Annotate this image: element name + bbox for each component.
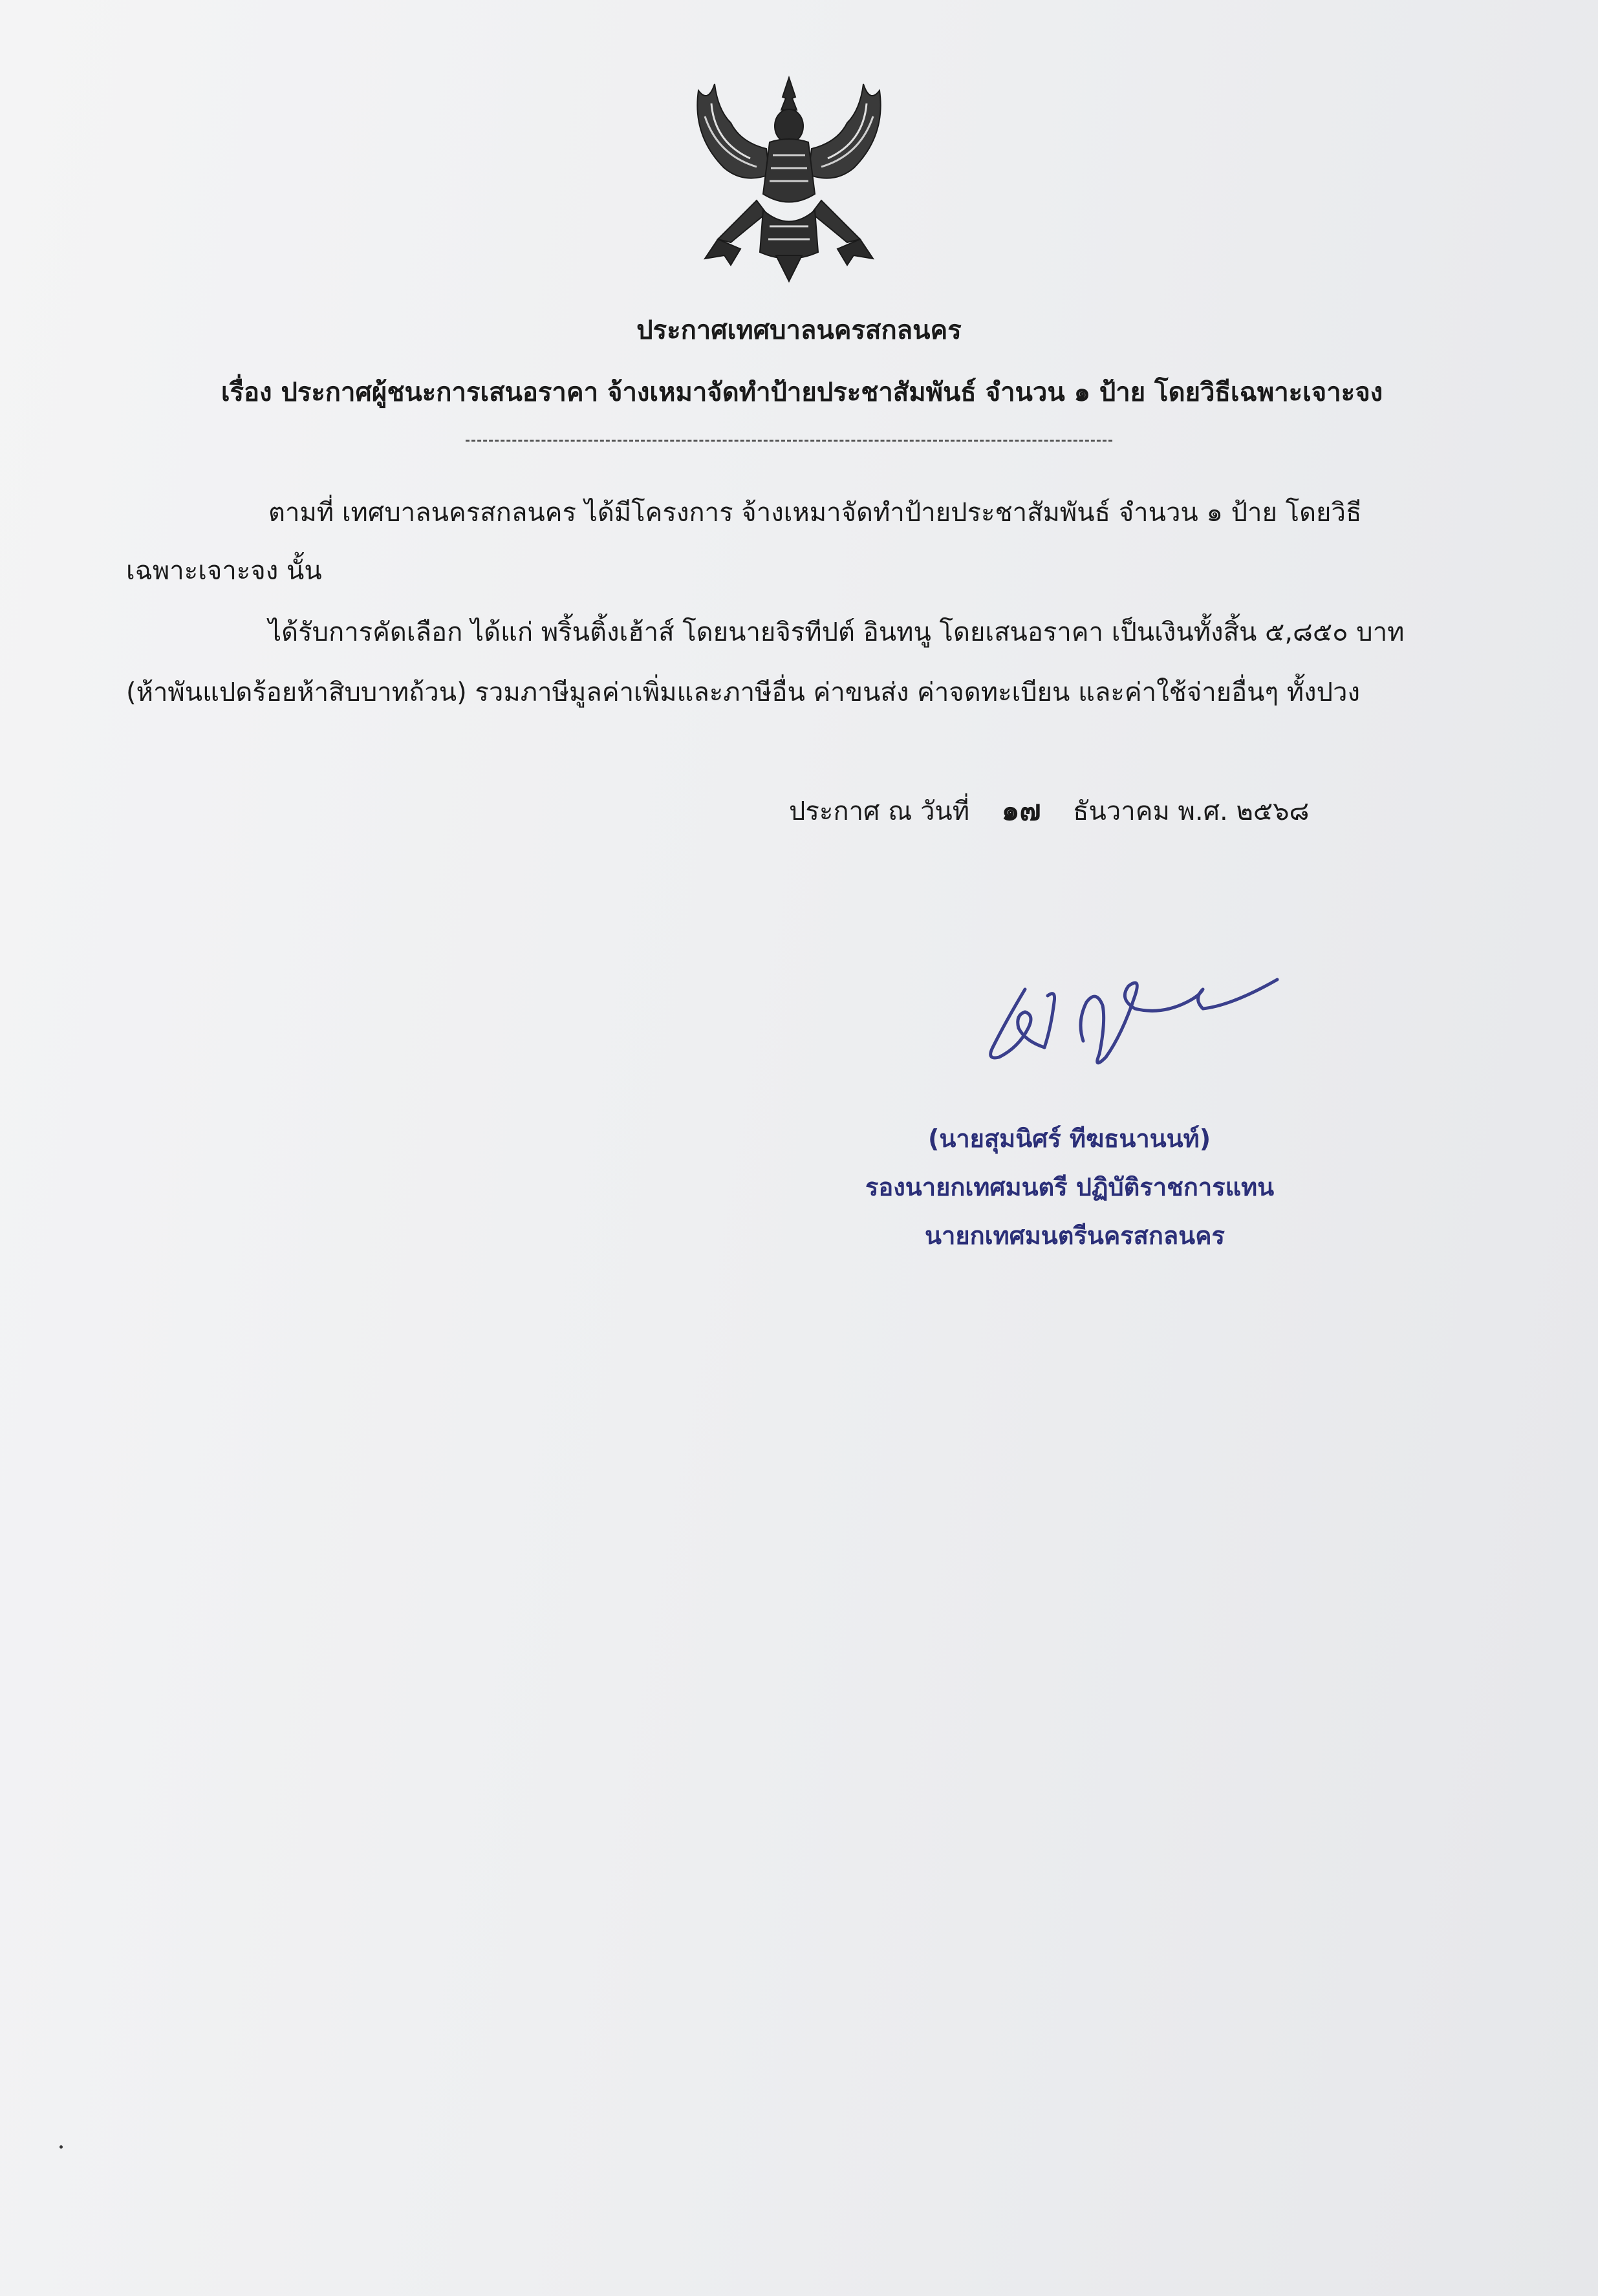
date-prefix: ประกาศ ณ วันที่ — [789, 797, 970, 826]
signatory-position-line1: รองนายกเทศมนตรี ปฏิบัติราชการแทน — [865, 1173, 1275, 1201]
signatory-name: (นายสุมนิศร์ ทีฆธนานนท์) — [928, 1124, 1211, 1153]
announcement-date — [789, 788, 1309, 833]
paragraph2-line2: (ห้าพันแปดร้อยห้าสิบบาทถ้วน) รวมภาษีมูลค่าเพิ่มและภาษีอื่น ค่าขนส่ง ค่าจดทะเบียน และค่าใช้จ่ายอื่นๆ ทั้งปวง — [126, 678, 1360, 707]
handwritten-signature — [980, 950, 1316, 1073]
signatory-position-line2: นายกเทศมนตรีนครสกลนคร — [925, 1221, 1225, 1250]
paragraph1-line2: เฉพาะเจาะจง นั้น — [126, 556, 322, 586]
garuda-emblem-icon — [679, 65, 899, 284]
announcement-subject: เรื่อง ประกาศผู้ชนะการเสนอราคา จ้างเหมาจัดทำป้ายประชาสัมพันธ์ จำนวน ๑ ป้าย โดยวิธีเฉพาะเจาะจง — [221, 378, 1383, 407]
date-suffix: ธันวาคม พ.ศ. ๒๕๖๘ — [1073, 797, 1310, 826]
paragraph2-line1: ได้รับการคัดเลือก ได้แก่ พริ้นติ้งเฮ้าส์ โดยนายจิรทีปต์ อินทนู โดยเสนอราคา เป็นเงินทั้งสิ้น ๕,๘๕๐ บาท — [268, 617, 1405, 647]
paper-speck — [59, 2145, 63, 2149]
date-day: ๑๗ — [1001, 794, 1041, 827]
paragraph1-line1: ตามที่ เทศบาลนครสกลนคร ได้มีโครงการ จ้างเหมาจัดทำป้ายประชาสัมพันธ์ จำนวน ๑ ป้าย โดยวิธี — [268, 498, 1362, 528]
dashed-divider — [466, 440, 1112, 442]
org-title: ประกาศเทศบาลนครสกลนคร — [636, 316, 962, 345]
